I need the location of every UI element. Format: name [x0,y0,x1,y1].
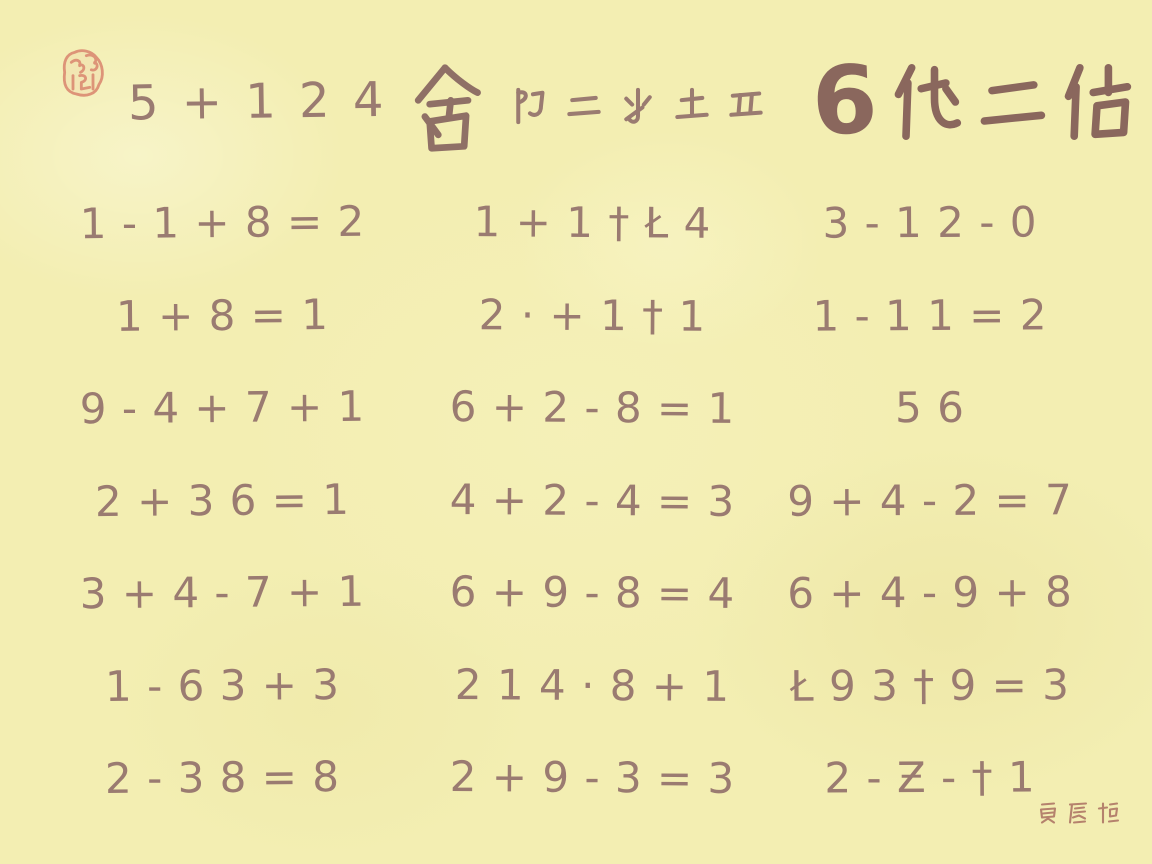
equation-r7c3: 2 - Ƶ - † 1 [824,752,1036,803]
equation-r6c2: 2 1 4 · 8 + 1 [454,659,731,711]
equation-grid [0,176,1120,824]
equation-r4c3: 9 + 4 - 2 = 7 [787,474,1073,525]
equation-r7c2: 2 + 9 - 3 = 3 [449,751,736,803]
red-seal-stamp-icon [58,46,108,102]
equation-r2c3: 1 - 1 1 = 2 [812,289,1048,340]
title-glyph-zhan-icon [1059,59,1135,145]
watermark-glyph-2-icon [1066,800,1090,827]
header-left-expression: 5 + 1 2 4 [127,71,388,132]
equation-r5c2: 6 + 9 - 8 = 4 [449,566,736,618]
equation-r5c1: 3 + 4 - 7 + 1 [79,566,366,618]
equation-r1c2: 1 + 1 † Ł 4 [473,196,712,248]
title-glyph-dai-icon [887,59,963,145]
equation-r3c2: 6 + 2 - 8 = 1 [449,381,736,433]
watermark [1036,800,1120,827]
title-number: 6 [810,45,880,158]
equation-r1c3: 3 - 1 2 - 0 [822,197,1038,248]
equation-r6c3: Ł 9 3 † 9 = 3 [789,659,1071,710]
equation-r3c3: 5 6 [894,382,966,432]
small-cjk-glyphs [508,84,768,128]
page-title [810,45,1135,158]
cjk-glyph-2-icon [562,84,606,128]
title-glyph-er-icon [973,59,1049,145]
equation-r6c1: 1 - 6 3 + 3 [104,659,341,711]
watermark-glyph-1-icon [1036,800,1060,827]
large-cjk-glyph-icon [406,62,484,154]
cjk-glyph-5-icon [724,84,768,128]
watermark-glyph-3-icon [1096,800,1120,827]
cjk-glyph-4-icon [670,84,714,128]
equation-r7c1: 2 - 3 8 = 8 [104,751,341,803]
equation-r3c1: 9 - 4 + 7 + 1 [79,381,366,433]
equation-r4c1: 2 + 3 6 = 1 [94,474,351,526]
cjk-glyph-3-icon [616,84,660,128]
equation-r1c1: 1 - 1 + 8 = 2 [79,196,366,248]
equation-r2c1: 1 + 8 = 1 [115,289,330,341]
equation-r2c2: 2 · + 1 † 1 [478,289,707,341]
cjk-glyph-1-icon [508,84,552,128]
equation-r5c3: 6 + 4 - 9 + 8 [787,567,1073,618]
equation-r4c2: 4 + 2 - 4 = 3 [449,474,736,526]
header-center-calligraphy [406,62,768,154]
